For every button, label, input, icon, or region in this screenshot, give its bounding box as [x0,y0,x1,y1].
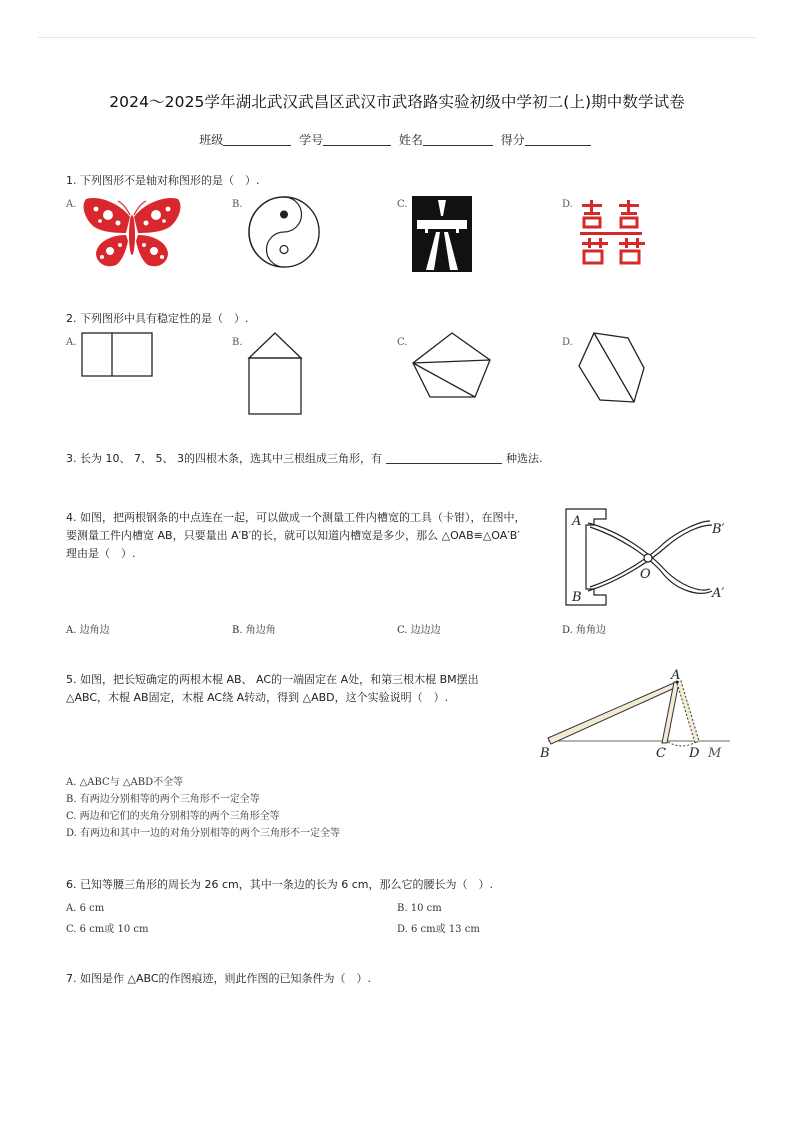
q2-label-a: A. [66,337,77,348]
q4-label-B: B [572,590,582,605]
q1-stem: 1. 下列图形不是轴对称图形的是（ ）. [66,174,260,187]
id-blank [323,132,391,146]
q5-label-M: M [708,746,722,761]
q4-line1: 4. 如图，把两根钢条的中点连在一起，可以做成一个测量工件内槽宽的工具（卡钳），在图中， [66,511,526,524]
double-happiness-icon [580,198,650,266]
class-blank [223,132,291,146]
q2-stem: 2. 下列图形中具有稳定性的是（ ）. [66,312,249,325]
q5-line2: △ABC，木棍 AB固定，木棍 AC绕 A转动，得到 △ABD，这个实验说明（ ）. [66,691,449,704]
q2-figure-b-house [246,330,304,418]
expressway-sign-icon [412,196,472,272]
q5-option-d[interactable]: D. 有两边和其中一边的对角分别相等的两个三角形不一定全等 [66,828,341,839]
q6-stem: 6. 已知等腰三角形的周长为 26 cm，其中一条边的长为 6 cm，那么它的腰长为（ ）. [66,878,493,891]
q1-label-a: A. [66,199,77,210]
q5-line1: 5. 如图，把长短确定的两根木棍 AB、 AC的一端固定在 A处，和第三根木棍 BM摆出 [66,673,479,686]
q3-text-a: 3. 长为 10、 7、 5、 3的四根木条，选其中三根组成三角形，有 [66,452,382,465]
q1-label-b: B. [232,199,243,210]
class-label: 班级 [199,133,224,147]
q5-stem [66,671,536,707]
yin-yang-icon [246,194,322,270]
q2-label-b: B. [232,337,243,348]
student-info-row [0,131,794,148]
name-blank [423,132,493,146]
q4-option-d[interactable]: D. 角角边 [562,625,607,636]
q4-label-Aprime: A′ [712,586,725,601]
butterfly-papercut-icon [80,195,184,271]
q1-label-d: D. [562,199,573,210]
q4-caliper-figure [560,505,740,615]
q5-label-C: C [656,746,666,761]
q4-option-c[interactable]: C. 边边边 [397,625,441,636]
q5-sticks-figure [536,668,732,762]
q4-line2: 要测量工件内槽宽 AB，只要量出 A′B′的长，就可以知道内槽宽是多少，那么 △OAB≌△OA′B′ [66,529,520,542]
header-divider [38,37,756,38]
id-label: 学号 [299,133,324,147]
q4-line3: 理由是（ ）. [66,547,136,560]
q2-label-c: C. [397,337,408,348]
q6-option-d[interactable]: D. 6 cm或 13 cm [397,924,480,935]
q6-option-b[interactable]: B. 10 cm [397,903,442,914]
q3-stem [66,450,542,468]
q2-label-d: D. [562,337,573,348]
q5-option-c[interactable]: C. 两边和它们的夹角分别相等的两个三角形全等 [66,811,280,822]
score-blank [525,132,591,146]
q3-text-b: 种选法. [505,452,543,465]
q2-figure-a-two-squares [80,330,156,380]
q5-option-a[interactable]: A. △ABC与 △ABD不全等 [66,777,184,788]
q2-figure-d-hexagon [576,330,648,406]
q4-option-a[interactable]: A. 边角边 [66,625,110,636]
q4-stem [66,509,556,563]
score-label: 得分 [500,133,525,147]
q5-label-B: B [540,746,550,761]
q6-option-a[interactable]: A. 6 cm [66,903,105,914]
q6-option-c[interactable]: C. 6 cm或 10 cm [66,924,149,935]
q4-label-A: A [572,514,582,529]
q4-label-Bprime: B′ [712,522,725,537]
q4-option-b[interactable]: B. 角边角 [232,625,276,636]
q2-figure-c-pentagon [410,330,494,400]
q5-label-A: A [671,668,681,683]
q7-stem: 7. 如图是作 △ABC的作图痕迹，则此作图的已知条件为（ ）. [66,972,372,985]
page-title: 2024～2025学年湖北武汉武昌区武汉市武珞路实验初级中学初二(上)期中数学试卷 [109,93,685,111]
q5-label-D: D [689,746,700,761]
q3-answer-blank[interactable] [386,451,502,464]
name-label: 姓名 [398,133,423,147]
q4-label-O: O [640,567,651,582]
q5-option-b[interactable]: B. 有两边分别相等的两个三角形不一定全等 [66,794,260,805]
q1-label-c: C. [397,199,408,210]
